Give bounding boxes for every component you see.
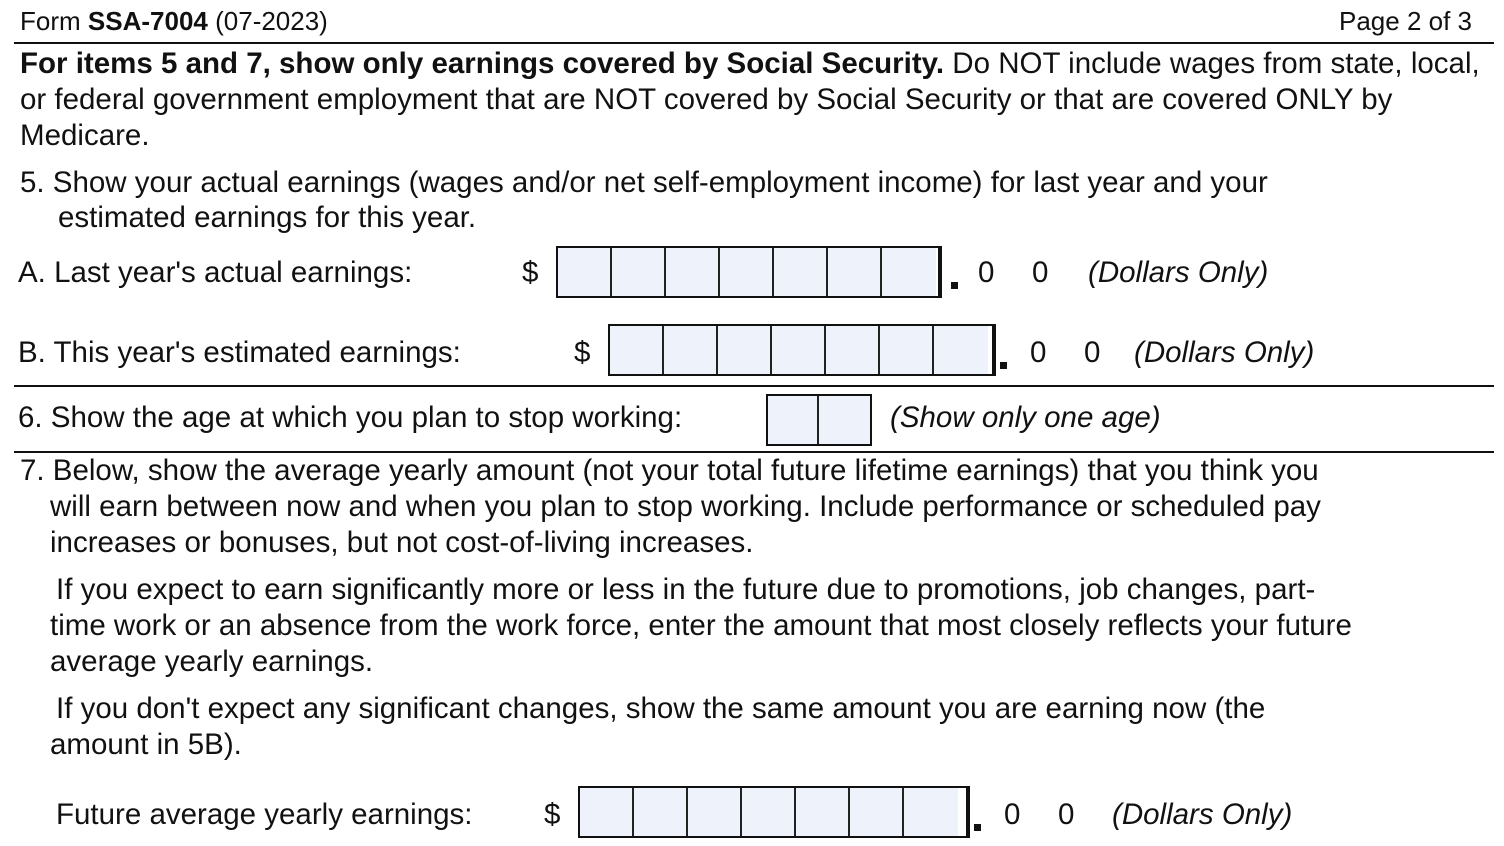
item5b-currency: $: [574, 336, 591, 369]
digit-cell[interactable]: [612, 248, 666, 296]
digit-cell[interactable]: [774, 248, 828, 296]
field-shadow: [938, 248, 942, 298]
item5a-label: A. Last year's actual earnings:: [18, 256, 413, 289]
item7-p3-line2: amount in 5B).: [50, 728, 242, 761]
digit-cell[interactable]: [850, 788, 904, 836]
digit-cell[interactable]: [664, 326, 718, 374]
item6-note: (Show only one age): [890, 401, 1161, 434]
future-dollars-only: (Dollars Only): [1112, 798, 1293, 831]
cents-digit: 0: [1004, 798, 1021, 831]
digit-cell[interactable]: [904, 788, 958, 836]
decimal-point: [974, 824, 981, 831]
item7-p1-line3: increases or bonuses, but not cost-of-living increases.: [50, 526, 754, 559]
item5a-dollars-only: (Dollars Only): [1088, 256, 1269, 289]
cents-digit: 0: [1032, 256, 1049, 289]
digit-cell[interactable]: [580, 788, 634, 836]
digit-cell[interactable]: [742, 788, 796, 836]
item5b-earnings-input[interactable]: [608, 324, 996, 376]
field-shadow: [966, 788, 970, 838]
stop-working-age-input[interactable]: [766, 394, 872, 446]
digit-cell[interactable]: [634, 788, 688, 836]
item5b-label: B. This year's estimated earnings:: [18, 336, 461, 369]
item5b-dollars-only: (Dollars Only): [1134, 336, 1315, 369]
digit-cell[interactable]: [882, 248, 936, 296]
form-date: (07-2023): [215, 6, 328, 36]
cents-digit: 0: [978, 256, 995, 289]
intro-bold: For items 5 and 7, show only earnings covered by Social Security.: [20, 47, 945, 80]
item7-p3-line1: If you don't expect any significant changes, show the same amount you are earning now (the: [56, 692, 1266, 725]
item7-p2-line2: time work or an absence from the work force, enter the amount that most closely reflects your future: [50, 609, 1352, 642]
decimal-point: [1000, 362, 1007, 369]
digit-cell[interactable]: [688, 788, 742, 836]
digit-cell[interactable]: [826, 326, 880, 374]
item7-p2-line1: If you expect to earn significantly more or less in the future due to promotions, job changes, part-: [56, 573, 1316, 606]
form-number: SSA-7004: [87, 6, 208, 36]
cents-digit: 0: [1058, 798, 1075, 831]
item5-line2: estimated earnings for this year.: [58, 201, 477, 234]
section-divider: [14, 385, 1494, 387]
header-divider: [14, 42, 1494, 44]
digit-cell[interactable]: [772, 326, 826, 374]
field-shadow: [992, 326, 996, 376]
digit-cell[interactable]: [934, 326, 988, 374]
digit-cell[interactable]: [666, 248, 720, 296]
future-earnings-label: Future average yearly earnings:: [56, 798, 473, 831]
item7-p1-line1: 7. Below, show the average yearly amount (not your total future lifetime earnings) that you think you: [20, 454, 1319, 487]
item5a-earnings-input[interactable]: [556, 246, 942, 298]
digit-cell[interactable]: [718, 326, 772, 374]
intro-paragraph: [20, 46, 1480, 154]
future-earnings-currency: $: [544, 798, 561, 831]
digit-cell[interactable]: [796, 788, 850, 836]
item7-p1-line2: will earn between now and when you plan to stop working. Include performance or scheduled pay: [50, 490, 1321, 523]
section-divider: [14, 451, 1494, 453]
digit-cell[interactable]: [610, 326, 664, 374]
digit-cell[interactable]: [819, 396, 870, 444]
item6-label: 6. Show the age at which you plan to stop working:: [18, 401, 683, 434]
digit-cell[interactable]: [768, 396, 819, 444]
form-prefix: Form: [20, 6, 81, 36]
future-earnings-input[interactable]: [578, 786, 970, 838]
decimal-point: [951, 282, 958, 289]
cents-digit: 0: [1030, 336, 1047, 369]
digit-cell[interactable]: [720, 248, 774, 296]
digit-cell[interactable]: [828, 248, 882, 296]
cents-digit: 0: [1084, 336, 1101, 369]
page-indicator: Page 2 of 3: [1339, 6, 1472, 36]
digit-cell[interactable]: [880, 326, 934, 374]
intro-rest: Do NOT include wages from state, local, or federal government employment that are NOT covered by Social Security or that are covered ONLY by Medicare.: [20, 47, 1480, 152]
item7-p2-line3: average yearly earnings.: [50, 645, 374, 678]
item5-line1: 5. Show your actual earnings (wages and/or net self-employment income) for last year and your: [20, 166, 1268, 199]
form-id: [20, 6, 328, 37]
item5a-currency: $: [522, 256, 539, 289]
digit-cell[interactable]: [558, 248, 612, 296]
